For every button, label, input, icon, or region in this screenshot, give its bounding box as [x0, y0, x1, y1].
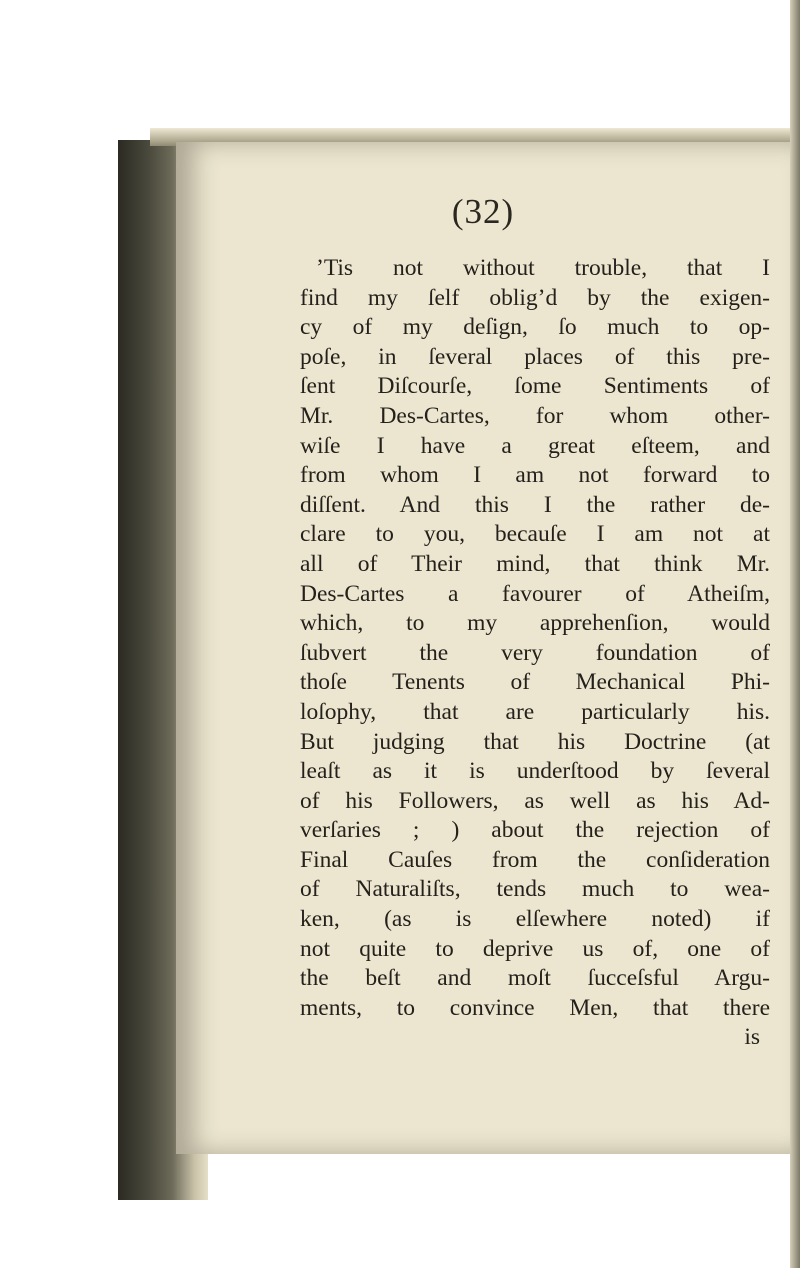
text-line: of Naturaliſts, tends much to wea-	[300, 876, 770, 903]
book-page	[176, 142, 790, 1154]
text-line: of his Followers, as well as his Ad-	[300, 787, 770, 814]
page-number: (32)	[451, 192, 515, 231]
text-line: ken, (as is elſewhere noted) if	[300, 906, 770, 933]
text-line: Mr. Des-Cartes, for whom other-	[300, 402, 770, 429]
text-line: poſe, in ſeveral places of this pre-	[300, 343, 770, 370]
text-line: diſſent. And this I the rather de-	[300, 491, 770, 518]
text-line: ſubvert the very foundation of	[300, 639, 770, 666]
text-line: which, to my apprehenſion, would	[300, 610, 770, 637]
body-text	[300, 254, 770, 1053]
text-line: But judging that his Doctrine (at	[300, 728, 770, 755]
text-line: not quite to deprive us of, one of	[300, 935, 770, 962]
text-line: wiſe I have a great eſteem, and	[300, 432, 770, 459]
text-line: ’Tis not without trouble, that I	[316, 255, 770, 281]
text-line: leaſt as it is underſtood by ſeveral	[300, 758, 770, 785]
text-line: find my ſelf oblig’d by the exigen-	[300, 284, 770, 311]
text-line: ments, to convince Men, that there	[300, 994, 770, 1021]
text-line: Final Cauſes from the conſideration	[300, 846, 770, 873]
text-line: verſaries ; ) about the rejection of	[300, 817, 770, 844]
text-line: Des-Cartes a favourer of Atheiſm,	[300, 580, 770, 607]
text-line: all of Their mind, that think Mr.	[300, 550, 770, 577]
page-right-edge	[790, 0, 800, 1268]
text-line: ſent Diſcourſe, ſome Sentiments of	[300, 373, 770, 400]
text-line: loſophy, that are particularly his.	[300, 698, 770, 725]
text-line: thoſe Tenents of Mechanical Phi-	[300, 669, 770, 696]
text-line: from whom I am not forward to	[300, 462, 770, 489]
catchword: is	[744, 1024, 760, 1051]
text-line: cy of my deſign, ſo much to op-	[300, 314, 770, 341]
text-line: clare to you, becauſe I am not at	[300, 521, 770, 548]
text-line: the beſt and moſt ſucceſsful Argu-	[300, 965, 770, 992]
